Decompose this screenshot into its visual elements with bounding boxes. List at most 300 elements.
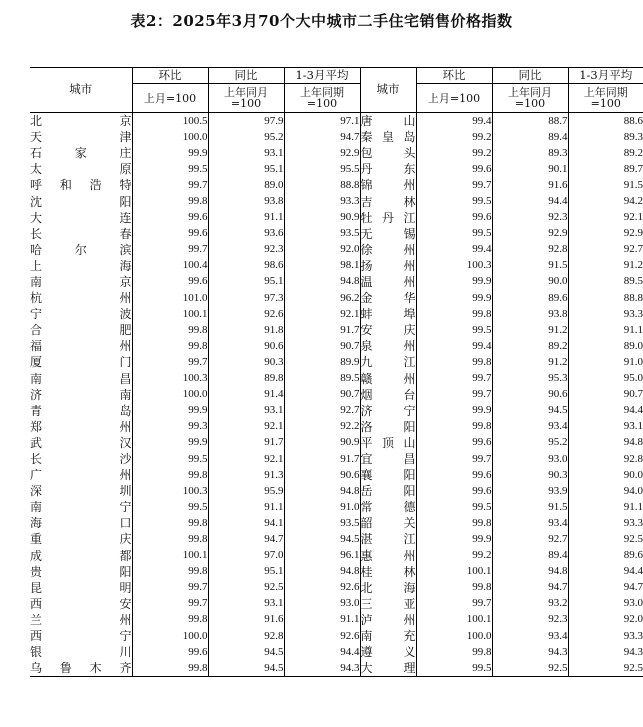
yoy-value-right: 93.8	[492, 306, 568, 322]
yoy-value-left: 91.1	[208, 499, 284, 515]
header-city-right: 城市	[360, 68, 416, 113]
mom-value-right: 99.5	[416, 193, 492, 209]
yoy-value-right: 92.3	[492, 612, 568, 628]
mom-value-right: 99.7	[416, 451, 492, 467]
yoy-value-right: 89.4	[492, 129, 568, 145]
yoy-value-left: 91.8	[208, 322, 284, 338]
yoy-value-right: 94.3	[492, 644, 568, 660]
city-name-right: 无锡	[360, 226, 416, 241]
mom-value-right: 99.8	[416, 580, 492, 596]
mom-value-right: 99.2	[416, 145, 492, 161]
city-name-left: 深圳	[30, 484, 132, 499]
city-name-right: 宜昌	[360, 452, 416, 467]
header-mom-left: 环比	[132, 68, 208, 84]
city-name-right: 桂林	[360, 564, 416, 579]
avg-value-right: 94.2	[568, 193, 643, 209]
avg-value-right: 91.1	[568, 499, 643, 515]
city-name-right: 泉州	[360, 339, 416, 354]
city-name-right: 蚌埠	[360, 307, 416, 322]
subheader-mom-right: 上月=100	[416, 84, 492, 113]
avg-value-right: 91.5	[568, 177, 643, 193]
avg-value-right: 95.0	[568, 371, 643, 387]
table-row	[30, 451, 643, 467]
yoy-value-right: 89.3	[492, 145, 568, 161]
mom-value-left: 99.7	[132, 354, 208, 370]
mom-value-right: 99.5	[416, 499, 492, 515]
avg-value-right: 91.1	[568, 322, 643, 338]
city-name-left: 西安	[30, 596, 132, 611]
city-name-left: 宁波	[30, 307, 132, 322]
yoy-value-right: 92.3	[492, 210, 568, 226]
yoy-value-right: 91.6	[492, 177, 568, 193]
yoy-value-left: 95.2	[208, 129, 284, 145]
yoy-value-right: 90.1	[492, 161, 568, 177]
table-row	[30, 531, 643, 547]
city-name-right: 吉林	[360, 194, 416, 209]
city-name-right: 烟台	[360, 387, 416, 402]
table-row	[30, 435, 643, 451]
mom-value-left: 99.5	[132, 451, 208, 467]
avg-value-left: 92.2	[284, 419, 360, 435]
mom-value-right: 99.7	[416, 177, 492, 193]
mom-value-left: 100.0	[132, 129, 208, 145]
city-name-right: 湛江	[360, 532, 416, 547]
avg-value-right: 94.3	[568, 644, 643, 660]
mom-value-right: 99.6	[416, 467, 492, 483]
avg-value-right: 92.7	[568, 242, 643, 258]
table-row	[30, 129, 643, 145]
avg-value-left: 98.1	[284, 258, 360, 274]
mom-value-right: 99.2	[416, 548, 492, 564]
mom-value-right: 99.5	[416, 322, 492, 338]
mom-value-right: 100.0	[416, 628, 492, 644]
yoy-value-left: 94.5	[208, 644, 284, 660]
avg-value-left: 96.2	[284, 290, 360, 306]
table-row	[30, 580, 643, 596]
yoy-value-left: 93.1	[208, 403, 284, 419]
avg-value-left: 91.7	[284, 322, 360, 338]
yoy-value-left: 95.9	[208, 483, 284, 499]
mom-value-left: 100.3	[132, 483, 208, 499]
mom-value-left: 99.8	[132, 515, 208, 531]
table-row	[30, 354, 643, 370]
mom-value-left: 99.8	[132, 338, 208, 354]
city-name-left: 大连	[30, 210, 132, 225]
avg-value-left: 94.4	[284, 644, 360, 660]
avg-value-right: 89.3	[568, 129, 643, 145]
city-name-left: 呼和浩特	[30, 178, 132, 193]
city-name-left: 厦门	[30, 355, 132, 370]
yoy-value-right: 95.3	[492, 371, 568, 387]
mom-value-left: 99.6	[132, 226, 208, 242]
table-row	[30, 290, 643, 306]
table-row	[30, 226, 643, 242]
yoy-value-left: 94.7	[208, 531, 284, 547]
yoy-value-left: 90.6	[208, 338, 284, 354]
avg-value-left: 92.0	[284, 242, 360, 258]
table-row	[30, 193, 643, 209]
mom-value-left: 99.5	[132, 161, 208, 177]
avg-value-right: 88.6	[568, 113, 643, 130]
yoy-value-left: 95.1	[208, 564, 284, 580]
avg-value-right: 93.1	[568, 419, 643, 435]
mom-value-left: 99.6	[132, 274, 208, 290]
table-row	[30, 548, 643, 564]
city-name-left: 成都	[30, 548, 132, 563]
yoy-value-right: 89.2	[492, 338, 568, 354]
header-avg-left: 1-3月平均	[284, 68, 360, 84]
mom-value-left: 100.3	[132, 371, 208, 387]
yoy-value-left: 92.5	[208, 580, 284, 596]
mom-value-right: 99.9	[416, 274, 492, 290]
city-name-left: 济南	[30, 387, 132, 402]
city-name-right: 遵义	[360, 645, 416, 660]
table-body	[30, 113, 643, 677]
yoy-value-left: 91.4	[208, 387, 284, 403]
yoy-value-left: 97.0	[208, 548, 284, 564]
city-name-left: 合肥	[30, 323, 132, 338]
table-row	[30, 596, 643, 612]
mom-value-left: 99.9	[132, 435, 208, 451]
table-row	[30, 612, 643, 628]
yoy-value-right: 90.0	[492, 274, 568, 290]
avg-value-left: 92.6	[284, 580, 360, 596]
avg-value-left: 94.5	[284, 531, 360, 547]
header-yoy-right: 同比	[492, 68, 568, 84]
yoy-value-left: 94.1	[208, 515, 284, 531]
avg-value-left: 93.5	[284, 515, 360, 531]
avg-value-left: 94.7	[284, 129, 360, 145]
mom-value-right: 100.1	[416, 612, 492, 628]
mom-value-left: 99.3	[132, 419, 208, 435]
yoy-value-left: 98.6	[208, 258, 284, 274]
mom-value-left: 99.7	[132, 177, 208, 193]
yoy-value-left: 94.5	[208, 660, 284, 677]
city-name-left: 上海	[30, 258, 132, 273]
avg-value-right: 94.4	[568, 564, 643, 580]
city-name-right: 秦皇岛	[360, 130, 416, 145]
city-name-left: 武汉	[30, 435, 132, 450]
mom-value-right: 99.8	[416, 354, 492, 370]
avg-value-left: 91.1	[284, 612, 360, 628]
city-name-left: 哈尔滨	[30, 242, 132, 257]
mom-value-right: 99.9	[416, 531, 492, 547]
avg-value-left: 93.0	[284, 596, 360, 612]
header-city-left: 城市	[30, 68, 132, 113]
yoy-value-left: 95.1	[208, 274, 284, 290]
city-name-left: 贵阳	[30, 564, 132, 579]
mom-value-right: 99.6	[416, 483, 492, 499]
table-row	[30, 515, 643, 531]
city-name-right: 九江	[360, 355, 416, 370]
avg-value-right: 90.7	[568, 387, 643, 403]
mom-value-left: 99.5	[132, 499, 208, 515]
city-name-left: 长沙	[30, 452, 132, 467]
yoy-value-right: 92.9	[492, 226, 568, 242]
city-name-right: 平顶山	[360, 435, 416, 450]
yoy-value-left: 92.1	[208, 451, 284, 467]
mom-value-right: 100.3	[416, 258, 492, 274]
city-name-right: 洛阳	[360, 419, 416, 434]
mom-value-left: 100.0	[132, 628, 208, 644]
city-name-right: 北海	[360, 580, 416, 595]
mom-value-left: 99.7	[132, 242, 208, 258]
yoy-value-left: 95.1	[208, 161, 284, 177]
mom-value-left: 99.6	[132, 210, 208, 226]
yoy-value-right: 95.2	[492, 435, 568, 451]
avg-value-left: 94.8	[284, 274, 360, 290]
avg-value-right: 93.3	[568, 306, 643, 322]
avg-value-left: 96.1	[284, 548, 360, 564]
city-name-right: 大理	[360, 661, 416, 676]
city-name-right: 襄阳	[360, 468, 416, 483]
city-name-right: 丹东	[360, 162, 416, 177]
avg-value-right: 89.7	[568, 161, 643, 177]
table-row	[30, 177, 643, 193]
city-name-right: 温州	[360, 274, 416, 289]
mom-value-right: 99.6	[416, 210, 492, 226]
mom-value-left: 99.8	[132, 564, 208, 580]
avg-value-left: 92.1	[284, 306, 360, 322]
avg-value-right: 92.0	[568, 612, 643, 628]
avg-value-right: 89.6	[568, 548, 643, 564]
mom-value-left: 100.4	[132, 258, 208, 274]
city-name-right: 惠州	[360, 548, 416, 563]
yoy-value-right: 94.7	[492, 580, 568, 596]
avg-value-right: 92.5	[568, 531, 643, 547]
yoy-value-left: 97.9	[208, 113, 284, 130]
city-name-right: 三亚	[360, 596, 416, 611]
city-name-left: 长春	[30, 226, 132, 241]
mom-value-left: 99.9	[132, 403, 208, 419]
avg-value-left: 91.7	[284, 451, 360, 467]
city-name-left: 福州	[30, 339, 132, 354]
price-index-table	[30, 67, 643, 677]
yoy-value-right: 92.7	[492, 531, 568, 547]
city-name-left: 重庆	[30, 532, 132, 547]
mom-value-left: 100.5	[132, 113, 208, 130]
avg-value-right: 91.2	[568, 258, 643, 274]
mom-value-left: 99.7	[132, 580, 208, 596]
yoy-value-right: 93.9	[492, 483, 568, 499]
avg-value-left: 95.5	[284, 161, 360, 177]
yoy-value-right: 93.4	[492, 628, 568, 644]
yoy-value-right: 90.6	[492, 387, 568, 403]
avg-value-left: 92.7	[284, 403, 360, 419]
avg-value-right: 90.0	[568, 467, 643, 483]
mom-value-left: 99.8	[132, 322, 208, 338]
yoy-value-right: 89.4	[492, 548, 568, 564]
avg-value-right: 94.4	[568, 403, 643, 419]
avg-value-left: 94.8	[284, 564, 360, 580]
avg-value-left: 89.9	[284, 354, 360, 370]
subheader-mom-left: 上月=100	[132, 84, 208, 113]
table-row	[30, 145, 643, 161]
yoy-value-right: 94.4	[492, 193, 568, 209]
yoy-value-right: 92.8	[492, 242, 568, 258]
table-row	[30, 161, 643, 177]
mom-value-left: 99.6	[132, 644, 208, 660]
city-name-right: 常德	[360, 500, 416, 515]
mom-value-right: 99.9	[416, 290, 492, 306]
mom-value-right: 99.6	[416, 161, 492, 177]
city-name-right: 济宁	[360, 403, 416, 418]
avg-value-right: 91.0	[568, 354, 643, 370]
mom-value-left: 100.0	[132, 387, 208, 403]
table-row	[30, 660, 643, 677]
mom-value-left: 99.7	[132, 596, 208, 612]
avg-value-left: 92.9	[284, 145, 360, 161]
table-row	[30, 322, 643, 338]
avg-value-left: 89.5	[284, 371, 360, 387]
avg-value-left: 88.8	[284, 177, 360, 193]
yoy-value-right: 91.5	[492, 258, 568, 274]
table-row	[30, 113, 643, 130]
table-row	[30, 403, 643, 419]
mom-value-left: 99.9	[132, 145, 208, 161]
table-row	[30, 258, 643, 274]
avg-value-right: 94.0	[568, 483, 643, 499]
avg-value-left: 90.7	[284, 387, 360, 403]
mom-value-right: 99.8	[416, 515, 492, 531]
avg-value-left: 90.7	[284, 338, 360, 354]
table-row	[30, 338, 643, 354]
table-row	[30, 274, 643, 290]
mom-value-right: 99.8	[416, 306, 492, 322]
header-yoy-left: 同比	[208, 68, 284, 84]
yoy-value-left: 89.8	[208, 371, 284, 387]
table-row	[30, 306, 643, 322]
avg-value-right: 92.5	[568, 660, 643, 677]
city-name-right: 安庆	[360, 323, 416, 338]
mom-value-right: 99.5	[416, 660, 492, 677]
avg-value-left: 90.9	[284, 210, 360, 226]
mom-value-right: 99.8	[416, 419, 492, 435]
mom-value-right: 99.6	[416, 435, 492, 451]
header-mom-right: 环比	[416, 68, 492, 84]
mom-value-left: 101.0	[132, 290, 208, 306]
mom-value-left: 99.8	[132, 531, 208, 547]
avg-value-left: 90.9	[284, 435, 360, 451]
city-name-left: 乌鲁木齐	[30, 661, 132, 676]
avg-value-right: 92.8	[568, 451, 643, 467]
city-name-left: 兰州	[30, 612, 132, 627]
city-name-right: 韶关	[360, 516, 416, 531]
yoy-value-right: 91.5	[492, 499, 568, 515]
city-name-right: 锦州	[360, 178, 416, 193]
avg-value-right: 94.7	[568, 580, 643, 596]
mom-value-right: 99.7	[416, 387, 492, 403]
city-name-left: 南宁	[30, 500, 132, 515]
avg-value-right: 89.5	[568, 274, 643, 290]
yoy-value-right: 93.2	[492, 596, 568, 612]
avg-value-left: 97.1	[284, 113, 360, 130]
city-name-left: 广州	[30, 468, 132, 483]
mom-value-right: 99.4	[416, 113, 492, 130]
avg-value-left: 90.6	[284, 467, 360, 483]
yoy-value-right: 94.8	[492, 564, 568, 580]
city-name-right: 岳阳	[360, 484, 416, 499]
city-name-left: 银川	[30, 645, 132, 660]
yoy-value-left: 92.1	[208, 419, 284, 435]
mom-value-right: 99.4	[416, 338, 492, 354]
avg-value-right: 93.3	[568, 515, 643, 531]
table-row	[30, 210, 643, 226]
mom-value-right: 99.7	[416, 371, 492, 387]
city-name-left: 青岛	[30, 403, 132, 418]
table-row	[30, 644, 643, 660]
yoy-value-left: 91.1	[208, 210, 284, 226]
city-name-left: 郑州	[30, 419, 132, 434]
yoy-value-right: 93.4	[492, 419, 568, 435]
yoy-value-left: 97.3	[208, 290, 284, 306]
city-name-right: 牡丹江	[360, 210, 416, 225]
avg-value-left: 93.5	[284, 226, 360, 242]
avg-value-right: 89.2	[568, 145, 643, 161]
city-name-right: 包头	[360, 146, 416, 161]
subheader-avg-left: 上年同期 =100	[284, 84, 360, 113]
mom-value-left: 99.8	[132, 467, 208, 483]
yoy-value-right: 93.4	[492, 515, 568, 531]
avg-value-left: 94.3	[284, 660, 360, 677]
city-name-right: 赣州	[360, 371, 416, 386]
table-row	[30, 483, 643, 499]
yoy-value-left: 92.6	[208, 306, 284, 322]
yoy-value-left: 91.6	[208, 612, 284, 628]
city-name-left: 杭州	[30, 291, 132, 306]
yoy-value-left: 89.0	[208, 177, 284, 193]
city-name-left: 沈阳	[30, 194, 132, 209]
city-name-right: 泸州	[360, 612, 416, 627]
table-row	[30, 387, 643, 403]
table-row	[30, 564, 643, 580]
city-name-left: 昆明	[30, 580, 132, 595]
yoy-value-right: 91.2	[492, 322, 568, 338]
yoy-value-right: 88.7	[492, 113, 568, 130]
table-row	[30, 371, 643, 387]
table-row	[30, 419, 643, 435]
yoy-value-right: 90.3	[492, 467, 568, 483]
avg-value-left: 94.8	[284, 483, 360, 499]
table-row	[30, 628, 643, 644]
city-name-left: 南京	[30, 274, 132, 289]
yoy-value-right: 93.0	[492, 451, 568, 467]
yoy-value-left: 93.6	[208, 226, 284, 242]
mom-value-left: 99.8	[132, 660, 208, 677]
avg-value-right: 94.8	[568, 435, 643, 451]
city-name-left: 南昌	[30, 371, 132, 386]
yoy-value-left: 93.8	[208, 193, 284, 209]
yoy-value-right: 92.5	[492, 660, 568, 677]
city-name-left: 天津	[30, 130, 132, 145]
mom-value-left: 100.1	[132, 548, 208, 564]
avg-value-right: 88.8	[568, 290, 643, 306]
city-name-right: 唐山	[360, 114, 416, 129]
mom-value-right: 100.1	[416, 564, 492, 580]
avg-value-right: 89.0	[568, 338, 643, 354]
yoy-value-left: 92.3	[208, 242, 284, 258]
avg-value-right: 92.1	[568, 210, 643, 226]
city-name-right: 扬州	[360, 258, 416, 273]
table-row	[30, 242, 643, 258]
avg-value-left: 92.6	[284, 628, 360, 644]
table-title: 表2：2025年3月70个大中城市二手住宅销售价格指数	[130, 12, 513, 30]
yoy-value-left: 91.7	[208, 435, 284, 451]
mom-value-left: 99.8	[132, 612, 208, 628]
avg-value-left: 91.0	[284, 499, 360, 515]
city-name-left: 西宁	[30, 629, 132, 644]
mom-value-right: 99.9	[416, 403, 492, 419]
